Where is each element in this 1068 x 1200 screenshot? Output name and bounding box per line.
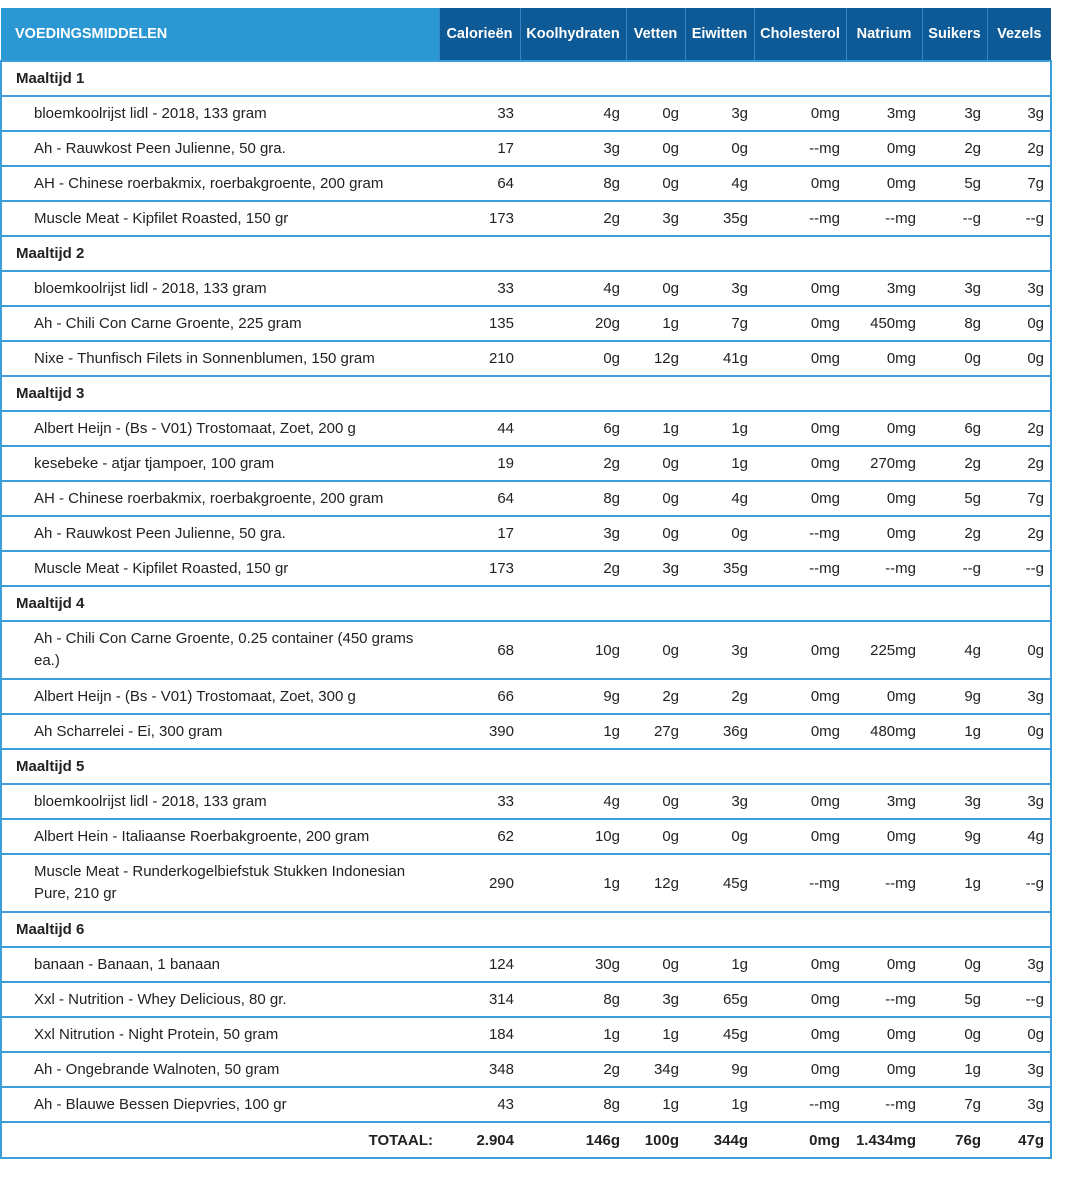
total-protein: 344g xyxy=(685,1122,754,1158)
nutrient-cholesterol: --mg xyxy=(754,551,846,586)
nutrient-calories: 19 xyxy=(439,446,520,481)
nutrient-fiber: 0g xyxy=(987,621,1051,679)
nutrient-cholesterol: 0mg xyxy=(754,166,846,201)
nutrient-sugars: 7g xyxy=(922,1087,987,1122)
header-food: VOEDINGSMIDDELEN xyxy=(1,8,439,61)
nutrient-sodium: --mg xyxy=(846,1087,922,1122)
nutrient-fiber: 0g xyxy=(987,341,1051,376)
nutrient-calories: 210 xyxy=(439,341,520,376)
nutrient-sodium: 225mg xyxy=(846,621,922,679)
nutrient-calories: 68 xyxy=(439,621,520,679)
food-name[interactable]: Muscle Meat - Kipfilet Roasted, 150 gr xyxy=(1,551,439,586)
nutrient-sodium: 270mg xyxy=(846,446,922,481)
nutrient-cholesterol: 0mg xyxy=(754,341,846,376)
food-row[interactable] xyxy=(1,982,1051,1017)
food-name[interactable]: Xxl - Nutrition - Whey Delicious, 80 gr. xyxy=(1,982,439,1017)
nutrient-sugars: 8g xyxy=(922,306,987,341)
nutrient-fat: 3g xyxy=(626,982,685,1017)
nutrient-carbs: 1g xyxy=(520,714,626,749)
nutrient-calories: 290 xyxy=(439,854,520,912)
nutrient-protein: 1g xyxy=(685,446,754,481)
nutrient-fiber: --g xyxy=(987,201,1051,236)
food-row[interactable] xyxy=(1,819,1051,854)
food-row[interactable] xyxy=(1,714,1051,749)
food-row[interactable] xyxy=(1,551,1051,586)
nutrient-carbs: 2g xyxy=(520,446,626,481)
nutrient-protein: 9g xyxy=(685,1052,754,1087)
nutrient-protein: 65g xyxy=(685,982,754,1017)
nutrient-sodium: --mg xyxy=(846,854,922,912)
nutrient-cholesterol: --mg xyxy=(754,854,846,912)
food-name[interactable]: Albert Hein - Italiaanse Roerbakgroente, 200 gram xyxy=(1,819,439,854)
nutrient-sugars: 0g xyxy=(922,947,987,982)
food-name[interactable]: bloemkoolrijst lidl - 2018, 133 gram xyxy=(1,96,439,131)
nutrient-fiber: 3g xyxy=(987,784,1051,819)
nutrient-sugars: 3g xyxy=(922,271,987,306)
nutrient-sodium: --mg xyxy=(846,982,922,1017)
nutrient-cholesterol: 0mg xyxy=(754,714,846,749)
nutrient-fiber: 3g xyxy=(987,1087,1051,1122)
nutrient-calories: 173 xyxy=(439,201,520,236)
meal-title: Maaltijd 4 xyxy=(1,586,1051,621)
food-row[interactable] xyxy=(1,271,1051,306)
food-name[interactable]: Ah - Rauwkost Peen Julienne, 50 gra. xyxy=(1,131,439,166)
nutrient-sugars: 5g xyxy=(922,166,987,201)
food-name[interactable]: AH - Chinese roerbakmix, roerbakgroente, 200 gram xyxy=(1,166,439,201)
nutrient-carbs: 4g xyxy=(520,96,626,131)
total-sodium: 1.434mg xyxy=(846,1122,922,1158)
total-fiber: 47g xyxy=(987,1122,1051,1158)
nutrient-calories: 66 xyxy=(439,679,520,714)
nutrient-cholesterol: 0mg xyxy=(754,446,846,481)
nutrient-cholesterol: --mg xyxy=(754,131,846,166)
food-name[interactable]: Ah - Blauwe Bessen Diepvries, 100 gr xyxy=(1,1087,439,1122)
nutrient-carbs: 0g xyxy=(520,341,626,376)
nutrient-carbs: 1g xyxy=(520,1017,626,1052)
food-name[interactable]: bloemkoolrijst lidl - 2018, 133 gram xyxy=(1,271,439,306)
nutrient-sodium: 0mg xyxy=(846,411,922,446)
nutrient-fiber: 7g xyxy=(987,481,1051,516)
nutrient-fiber: 0g xyxy=(987,306,1051,341)
nutrient-carbs: 8g xyxy=(520,166,626,201)
nutrient-cholesterol: 0mg xyxy=(754,819,846,854)
nutrient-sodium: 3mg xyxy=(846,96,922,131)
meal-title: Maaltijd 2 xyxy=(1,236,1051,271)
nutrient-cholesterol: 0mg xyxy=(754,1017,846,1052)
nutrient-fiber: 0g xyxy=(987,1017,1051,1052)
header-fiber: Vezels xyxy=(987,8,1051,61)
food-diary-table xyxy=(0,8,1052,1159)
food-name[interactable]: Nixe - Thunfisch Filets in Sonnenblumen, 150 gram xyxy=(1,341,439,376)
food-row[interactable] xyxy=(1,516,1051,551)
nutrient-fiber: 3g xyxy=(987,947,1051,982)
nutrient-carbs: 1g xyxy=(520,854,626,912)
nutrient-sugars: 3g xyxy=(922,784,987,819)
food-row[interactable] xyxy=(1,1087,1051,1122)
nutrient-fat: 0g xyxy=(626,784,685,819)
food-row[interactable] xyxy=(1,621,1051,679)
nutrient-sugars: 6g xyxy=(922,411,987,446)
total-sugars: 76g xyxy=(922,1122,987,1158)
nutrient-fiber: 3g xyxy=(987,1052,1051,1087)
nutrient-fat: 3g xyxy=(626,201,685,236)
nutrient-carbs: 9g xyxy=(520,679,626,714)
nutrient-sugars: 3g xyxy=(922,96,987,131)
nutrient-cholesterol: 0mg xyxy=(754,947,846,982)
nutrient-protein: 3g xyxy=(685,621,754,679)
nutrient-carbs: 2g xyxy=(520,1052,626,1087)
nutrient-protein: 3g xyxy=(685,271,754,306)
food-row[interactable] xyxy=(1,96,1051,131)
food-row[interactable] xyxy=(1,1052,1051,1087)
nutrient-protein: 1g xyxy=(685,947,754,982)
nutrient-sodium: 480mg xyxy=(846,714,922,749)
food-row[interactable] xyxy=(1,679,1051,714)
nutrient-fiber: 2g xyxy=(987,516,1051,551)
header-row xyxy=(1,8,1051,61)
nutrient-protein: 4g xyxy=(685,481,754,516)
nutrient-fiber: 3g xyxy=(987,96,1051,131)
nutrient-sodium: 0mg xyxy=(846,131,922,166)
nutrient-calories: 17 xyxy=(439,131,520,166)
nutrient-protein: 36g xyxy=(685,714,754,749)
total-row xyxy=(1,1122,1051,1158)
nutrient-fat: 34g xyxy=(626,1052,685,1087)
nutrient-protein: 45g xyxy=(685,1017,754,1052)
meal-title: Maaltijd 1 xyxy=(1,61,1051,96)
header-cholesterol: Cholesterol xyxy=(754,8,846,61)
nutrient-fiber: 7g xyxy=(987,166,1051,201)
nutrient-sodium: 0mg xyxy=(846,1052,922,1087)
meal-title: Maaltijd 6 xyxy=(1,912,1051,947)
nutrient-protein: 45g xyxy=(685,854,754,912)
nutrient-fiber: 0g xyxy=(987,714,1051,749)
nutrient-sugars: 9g xyxy=(922,819,987,854)
nutrient-carbs: 3g xyxy=(520,516,626,551)
nutrient-fat: 12g xyxy=(626,341,685,376)
nutrient-calories: 64 xyxy=(439,166,520,201)
nutrient-protein: 0g xyxy=(685,131,754,166)
nutrient-sugars: 1g xyxy=(922,1052,987,1087)
nutrient-sodium: 0mg xyxy=(846,819,922,854)
nutrient-fat: 0g xyxy=(626,481,685,516)
nutrient-sodium: 450mg xyxy=(846,306,922,341)
food-row[interactable] xyxy=(1,784,1051,819)
nutrient-carbs: 6g xyxy=(520,411,626,446)
food-row[interactable] xyxy=(1,166,1051,201)
nutrient-fat: 27g xyxy=(626,714,685,749)
nutrient-fat: 0g xyxy=(626,96,685,131)
nutrient-sugars: 0g xyxy=(922,1017,987,1052)
food-row[interactable] xyxy=(1,131,1051,166)
total-cholesterol: 0mg xyxy=(754,1122,846,1158)
nutrient-carbs: 10g xyxy=(520,819,626,854)
table-body xyxy=(1,61,1051,1158)
food-row[interactable] xyxy=(1,947,1051,982)
nutrient-sodium: --mg xyxy=(846,201,922,236)
food-name[interactable]: kesebeke - atjar tjampoer, 100 gram xyxy=(1,446,439,481)
nutrient-protein: 35g xyxy=(685,201,754,236)
nutrient-fat: 1g xyxy=(626,1087,685,1122)
nutrient-sugars: 2g xyxy=(922,516,987,551)
nutrient-sugars: 5g xyxy=(922,982,987,1017)
meal-header-row xyxy=(1,749,1051,784)
nutrient-fat: 0g xyxy=(626,271,685,306)
nutrient-calories: 62 xyxy=(439,819,520,854)
nutrient-fiber: 4g xyxy=(987,819,1051,854)
nutrient-fat: 0g xyxy=(626,516,685,551)
nutrient-sodium: 0mg xyxy=(846,166,922,201)
nutrient-cholesterol: 0mg xyxy=(754,481,846,516)
nutrient-fiber: 2g xyxy=(987,131,1051,166)
food-name[interactable]: Muscle Meat - Runderkogelbiefstuk Stukken Indonesian Pure, 210 gr xyxy=(1,854,439,912)
nutrient-sugars: 0g xyxy=(922,341,987,376)
nutrient-sodium: 0mg xyxy=(846,481,922,516)
nutrient-fat: 0g xyxy=(626,819,685,854)
nutrient-fiber: --g xyxy=(987,982,1051,1017)
nutrient-cholesterol: 0mg xyxy=(754,271,846,306)
nutrient-calories: 135 xyxy=(439,306,520,341)
nutrient-protein: 7g xyxy=(685,306,754,341)
nutrient-sugars: 2g xyxy=(922,131,987,166)
food-row[interactable] xyxy=(1,341,1051,376)
nutrient-carbs: 20g xyxy=(520,306,626,341)
meal-header-row xyxy=(1,236,1051,271)
nutrient-fat: 12g xyxy=(626,854,685,912)
nutrient-protein: 41g xyxy=(685,341,754,376)
nutrient-calories: 390 xyxy=(439,714,520,749)
nutrient-sodium: 0mg xyxy=(846,947,922,982)
food-name[interactable]: bloemkoolrijst lidl - 2018, 133 gram xyxy=(1,784,439,819)
nutrient-sugars: 4g xyxy=(922,621,987,679)
nutrient-calories: 184 xyxy=(439,1017,520,1052)
meal-header-row xyxy=(1,376,1051,411)
nutrient-fiber: --g xyxy=(987,551,1051,586)
nutrient-calories: 124 xyxy=(439,947,520,982)
nutrient-sodium: 3mg xyxy=(846,271,922,306)
nutrient-fat: 0g xyxy=(626,446,685,481)
nutrient-protein: 4g xyxy=(685,166,754,201)
nutrient-calories: 173 xyxy=(439,551,520,586)
nutrient-fat: 1g xyxy=(626,306,685,341)
nutrient-fiber: 3g xyxy=(987,271,1051,306)
nutrient-cholesterol: --mg xyxy=(754,201,846,236)
nutrient-carbs: 2g xyxy=(520,551,626,586)
food-row[interactable] xyxy=(1,201,1051,236)
nutrient-carbs: 2g xyxy=(520,201,626,236)
food-name[interactable]: Xxl Nitrution - Night Protein, 50 gram xyxy=(1,1017,439,1052)
food-row[interactable] xyxy=(1,854,1051,912)
nutrient-carbs: 10g xyxy=(520,621,626,679)
food-name[interactable]: Albert Heijn - (Bs - V01) Trostomaat, Zoet, 300 g xyxy=(1,679,439,714)
nutrient-calories: 348 xyxy=(439,1052,520,1087)
nutrient-fiber: --g xyxy=(987,854,1051,912)
food-row[interactable] xyxy=(1,1017,1051,1052)
meal-header-row xyxy=(1,586,1051,621)
nutrient-protein: 1g xyxy=(685,411,754,446)
food-name[interactable]: Ah - Chili Con Carne Groente, 225 gram xyxy=(1,306,439,341)
nutrient-cholesterol: 0mg xyxy=(754,96,846,131)
food-row[interactable] xyxy=(1,411,1051,446)
nutrient-cholesterol: 0mg xyxy=(754,784,846,819)
nutrient-sugars: 5g xyxy=(922,481,987,516)
nutrient-carbs: 8g xyxy=(520,1087,626,1122)
nutrient-cholesterol: --mg xyxy=(754,1087,846,1122)
nutrient-fiber: 2g xyxy=(987,446,1051,481)
nutrient-fat: 3g xyxy=(626,551,685,586)
nutrient-sugars: 2g xyxy=(922,446,987,481)
nutrient-fat: 1g xyxy=(626,411,685,446)
food-name[interactable]: banaan - Banaan, 1 banaan xyxy=(1,947,439,982)
nutrient-carbs: 8g xyxy=(520,481,626,516)
nutrient-fat: 0g xyxy=(626,621,685,679)
header-sugars: Suikers xyxy=(922,8,987,61)
nutrient-carbs: 30g xyxy=(520,947,626,982)
nutrient-carbs: 4g xyxy=(520,271,626,306)
nutrient-cholesterol: 0mg xyxy=(754,679,846,714)
nutrient-sugars: 1g xyxy=(922,714,987,749)
header-sodium: Natrium xyxy=(846,8,922,61)
total-fat: 100g xyxy=(626,1122,685,1158)
food-name[interactable]: Muscle Meat - Kipfilet Roasted, 150 gr xyxy=(1,201,439,236)
food-name[interactable]: Albert Heijn - (Bs - V01) Trostomaat, Zoet, 200 g xyxy=(1,411,439,446)
nutrient-calories: 33 xyxy=(439,96,520,131)
nutrient-calories: 43 xyxy=(439,1087,520,1122)
header-fat: Vetten xyxy=(626,8,685,61)
nutrient-cholesterol: 0mg xyxy=(754,411,846,446)
nutrient-protein: 3g xyxy=(685,784,754,819)
nutrient-fat: 0g xyxy=(626,166,685,201)
nutrient-protein: 1g xyxy=(685,1087,754,1122)
nutrient-protein: 2g xyxy=(685,679,754,714)
header-calories: Calorieën xyxy=(439,8,520,61)
meal-header-row xyxy=(1,61,1051,96)
nutrient-calories: 17 xyxy=(439,516,520,551)
nutrient-sodium: 0mg xyxy=(846,679,922,714)
nutrient-sodium: 0mg xyxy=(846,1017,922,1052)
nutrient-protein: 35g xyxy=(685,551,754,586)
nutrient-cholesterol: --mg xyxy=(754,516,846,551)
food-name[interactable]: Ah - Ongebrande Walnoten, 50 gram xyxy=(1,1052,439,1087)
food-row[interactable] xyxy=(1,481,1051,516)
nutrient-calories: 33 xyxy=(439,271,520,306)
nutrient-protein: 0g xyxy=(685,516,754,551)
total-label: TOTAAL: xyxy=(1,1122,439,1158)
nutrient-cholesterol: 0mg xyxy=(754,982,846,1017)
nutrient-cholesterol: 0mg xyxy=(754,1052,846,1087)
nutrient-protein: 3g xyxy=(685,96,754,131)
nutrient-carbs: 4g xyxy=(520,784,626,819)
nutrient-sodium: 0mg xyxy=(846,516,922,551)
total-carbs: 146g xyxy=(520,1122,626,1158)
nutrient-cholesterol: 0mg xyxy=(754,306,846,341)
nutrient-calories: 314 xyxy=(439,982,520,1017)
meal-title: Maaltijd 3 xyxy=(1,376,1051,411)
nutrient-calories: 33 xyxy=(439,784,520,819)
nutrient-fiber: 3g xyxy=(987,679,1051,714)
nutrient-fat: 0g xyxy=(626,131,685,166)
nutrient-sodium: 3mg xyxy=(846,784,922,819)
nutrient-calories: 64 xyxy=(439,481,520,516)
food-diary-table-wrapper xyxy=(0,8,1050,1159)
nutrient-carbs: 8g xyxy=(520,982,626,1017)
nutrient-calories: 44 xyxy=(439,411,520,446)
nutrient-sodium: --mg xyxy=(846,551,922,586)
nutrient-sugars: --g xyxy=(922,201,987,236)
nutrient-protein: 0g xyxy=(685,819,754,854)
meal-title: Maaltijd 5 xyxy=(1,749,1051,784)
nutrient-sugars: 9g xyxy=(922,679,987,714)
nutrient-sugars: --g xyxy=(922,551,987,586)
header-carbs: Koolhydraten xyxy=(520,8,626,61)
food-name[interactable]: Ah - Rauwkost Peen Julienne, 50 gra. xyxy=(1,516,439,551)
total-calories: 2.904 xyxy=(439,1122,520,1158)
food-name[interactable]: Ah - Chili Con Carne Groente, 0.25 container (450 grams ea.) xyxy=(1,621,439,679)
nutrient-carbs: 3g xyxy=(520,131,626,166)
nutrient-fiber: 2g xyxy=(987,411,1051,446)
meal-header-row xyxy=(1,912,1051,947)
food-row[interactable] xyxy=(1,306,1051,341)
nutrient-sugars: 1g xyxy=(922,854,987,912)
nutrient-fat: 1g xyxy=(626,1017,685,1052)
food-name[interactable]: AH - Chinese roerbakmix, roerbakgroente, 200 gram xyxy=(1,481,439,516)
nutrient-fat: 2g xyxy=(626,679,685,714)
nutrient-cholesterol: 0mg xyxy=(754,621,846,679)
food-name[interactable]: Ah Scharrelei - Ei, 300 gram xyxy=(1,714,439,749)
nutrient-sodium: 0mg xyxy=(846,341,922,376)
header-protein: Eiwitten xyxy=(685,8,754,61)
nutrient-fat: 0g xyxy=(626,947,685,982)
food-row[interactable] xyxy=(1,446,1051,481)
